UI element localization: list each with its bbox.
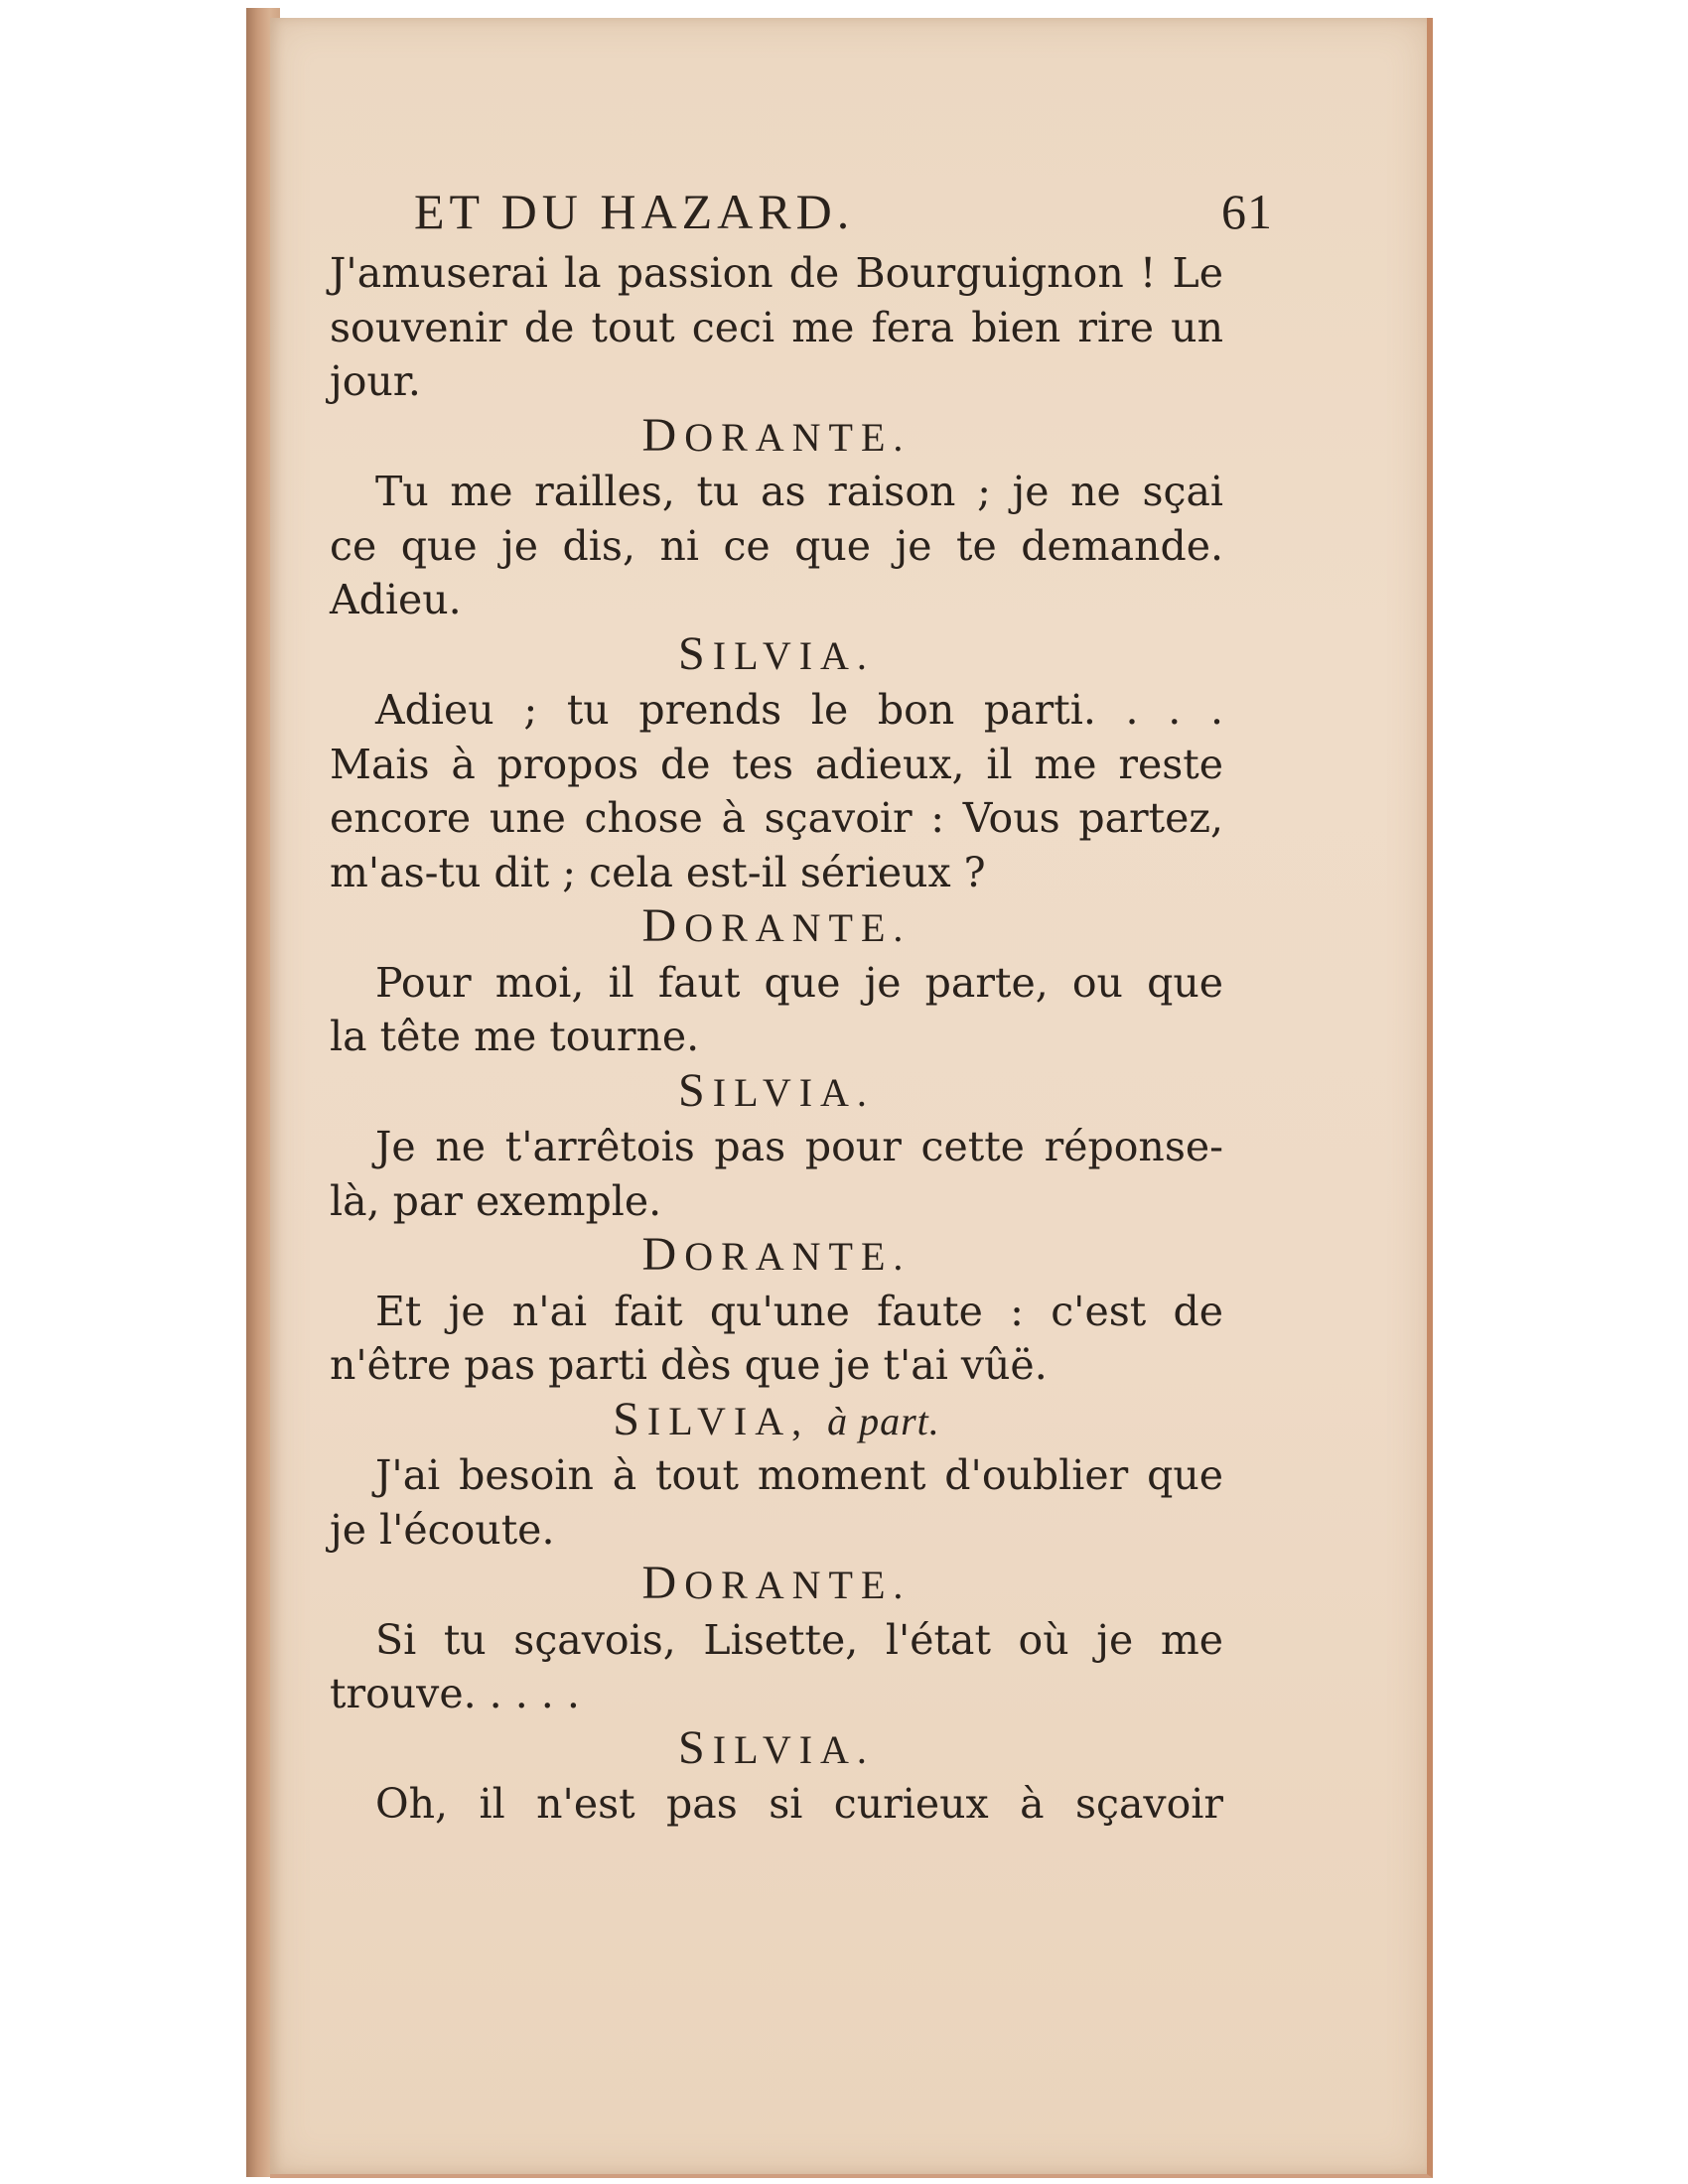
speaker-name-rest: ORANTE. [684, 414, 912, 460]
text-line: ce que je dis, ni ce que je te demande. [330, 521, 1223, 570]
speaker-initial: D [641, 408, 685, 462]
page-text [330, 177, 1273, 1832]
text-line: Adieu ; tu prends le bon parti. . . . [375, 686, 1223, 734]
speech-paragraph [330, 246, 1223, 409]
text-line: m'as-tu dit ; cela est-il sérieux ? [330, 848, 986, 896]
speech-paragraph [330, 1120, 1223, 1228]
speech-paragraph [330, 683, 1223, 899]
speaker-initial: D [641, 899, 685, 952]
text-line: Oh, il n'est pas si curieux à sçavoir [375, 1780, 1223, 1828]
text-line: Si tu sçavois, Lisette, l'état où je me [375, 1615, 1223, 1664]
speaker-initial: D [641, 1228, 685, 1281]
speaker-name [330, 1721, 1223, 1778]
speaker-initial: S [613, 1392, 647, 1445]
speech-paragraph [330, 1448, 1223, 1557]
speaker-name-rest: ORANTE. [684, 1563, 912, 1607]
running-head [330, 177, 1273, 246]
running-head-title: ET DU HAZARD. [414, 184, 855, 239]
speaker-name [330, 899, 1223, 956]
text-line: la tête me tourne. [330, 1013, 700, 1060]
speaker-name [330, 627, 1223, 684]
speaker-initial: D [641, 1557, 685, 1609]
text-line: J'amuserai la passion de Bourguignon ! Le [330, 249, 1223, 297]
text-line: n'être pas parti dès que je t'ai vûë. [330, 1341, 1048, 1389]
speaker-initial: S [678, 626, 713, 680]
text-line: J'ai besoin à tout moment d'oublier que [375, 1451, 1223, 1499]
speech-paragraph [330, 956, 1223, 1064]
speaker-name-rest: ORANTE. [684, 905, 912, 950]
speaker-name-rest: ILVIA. [712, 632, 875, 678]
stage-direction: à part. [827, 1398, 940, 1443]
text-line: Adieu. [330, 576, 462, 623]
speaker-name-rest: ILVIA, [646, 1398, 810, 1443]
page-number: 61 [1221, 184, 1273, 239]
page-sheet [270, 18, 1433, 2178]
speaker-name-rest: ORANTE. [684, 1234, 912, 1279]
speaker-name-rest: ILVIA. [712, 1069, 875, 1115]
text-line: Pour moi, il faut que je parte, ou que [375, 958, 1223, 1007]
text-line: Mais à propos de tes adieux, il me reste [330, 740, 1223, 788]
text-line: Tu me railles, tu as raison ; je ne sçai [375, 468, 1223, 515]
speaker-name [330, 1393, 1223, 1449]
text-line: Et je n'ai fait qu'une faute : c'est de [375, 1287, 1223, 1335]
speaker-name [330, 409, 1223, 466]
text-line: Je ne t'arrêtois pas pour cette réponse- [375, 1123, 1223, 1170]
text-line: je l'écoute. [330, 1505, 555, 1554]
speaker-initial: S [678, 1720, 713, 1774]
speaker-initial: S [678, 1063, 713, 1117]
text-line: trouve. . . . . [330, 1670, 580, 1717]
speech-paragraph [330, 1613, 1223, 1721]
speaker-name [330, 1064, 1223, 1121]
speaker-name-rest: ILVIA. [712, 1726, 875, 1772]
text-line: souvenir de tout ceci me fera bien rire un [330, 303, 1223, 351]
speech-paragraph [330, 465, 1223, 627]
text-line: là, par exemple. [330, 1176, 662, 1225]
speech-paragraph [330, 1777, 1223, 1832]
speaker-name [330, 1228, 1223, 1285]
speech-paragraph [330, 1285, 1223, 1393]
speaker-name [330, 1557, 1223, 1613]
text-line: encore une chose à sçavoir : Vous partez, [330, 794, 1223, 842]
text-line: jour. [330, 357, 421, 405]
